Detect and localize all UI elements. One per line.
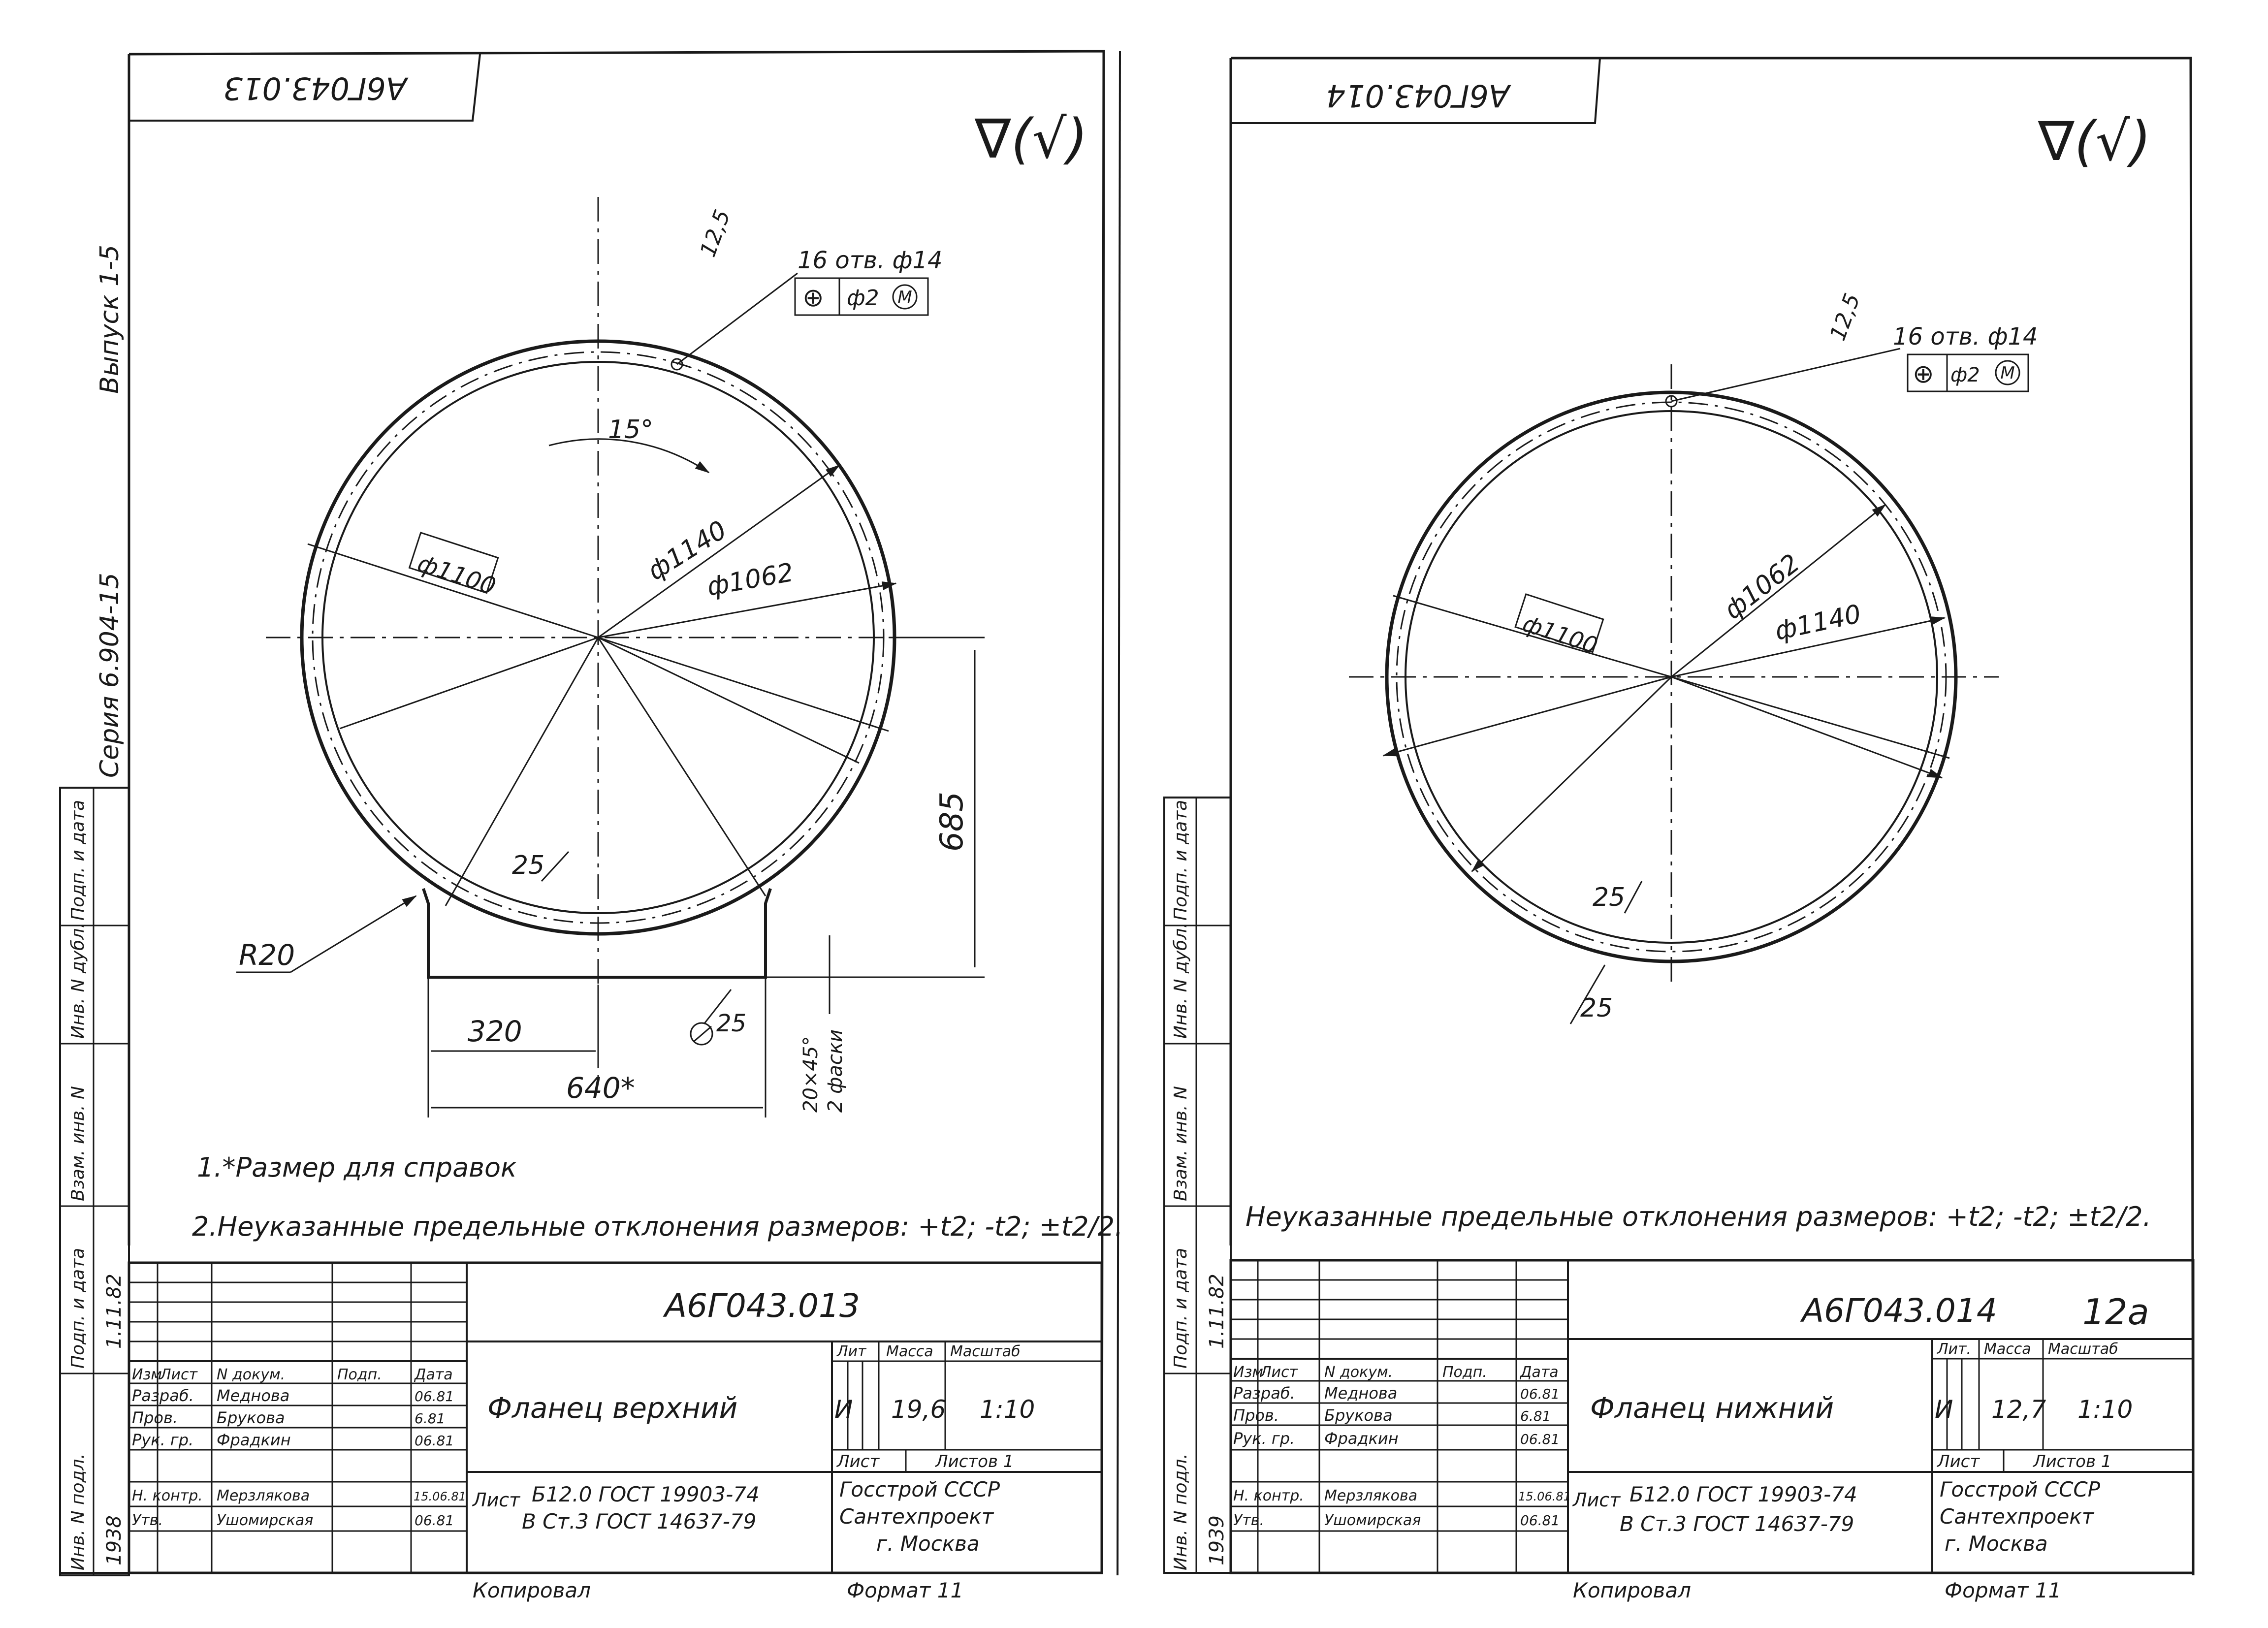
right-dia-1062: ф1062 xyxy=(1719,548,1806,626)
left-title-doc-code: А6Г043.013 xyxy=(665,1287,860,1325)
right-dia-1140: ф1140 xyxy=(1772,599,1864,646)
right-dia-1100: ф1100 xyxy=(1519,610,1601,659)
left-25a-leader xyxy=(542,852,569,881)
left-25b-slash xyxy=(694,1026,711,1041)
left-dim-685: 685 xyxy=(934,791,970,852)
right-row4-date: 06.81 xyxy=(1520,1512,1560,1529)
left-dim-640: 640* xyxy=(566,1071,635,1105)
left-row0-role: Разраб. xyxy=(132,1386,194,1405)
right-tol-value: ф2 xyxy=(1950,364,1980,386)
left-title-sheets-label: Листов 1 xyxy=(935,1452,1014,1471)
left-title-block xyxy=(129,1263,1102,1573)
right-dim-25-a: 25 xyxy=(1593,883,1626,912)
right-side-value-0: 1939 xyxy=(1206,1515,1228,1565)
right-row0-date: 06.81 xyxy=(1520,1386,1560,1402)
right-row0-name: Меднова xyxy=(1324,1384,1398,1403)
left-side-label-4: Подп. и дата xyxy=(68,799,88,921)
left-title-standard-1: Б12.0 ГОСТ 19903-74 xyxy=(532,1482,760,1506)
right-title-mass-label: Масса xyxy=(1984,1341,2031,1358)
right-row3-date: 15.06.81 xyxy=(1518,1490,1571,1503)
right-radial-3 xyxy=(1671,677,1942,778)
left-tol-position: ⊕ xyxy=(802,283,824,313)
right-roughness-symbol: ∇(√) xyxy=(2038,110,2151,173)
left-hole-note: 16 отв. ф14 xyxy=(798,247,943,274)
right-tol-m: М xyxy=(2000,363,2015,383)
left-note-2: 2.Неуказанные предельные отклонения размеров: +t2; -t2; ±t2/2. xyxy=(192,1211,1123,1242)
left-hdr-1: Лист xyxy=(160,1366,198,1383)
right-sheet-mark: 12а xyxy=(2082,1291,2149,1333)
right-title-lit-label: Лит. xyxy=(1937,1341,1972,1358)
left-title-mass-label: Масса xyxy=(886,1343,933,1360)
left-side-label-0: Инв. N подл. xyxy=(68,1453,88,1570)
right-row2-name: Фрадкин xyxy=(1324,1429,1399,1448)
left-angle-label: 15° xyxy=(608,415,654,445)
right-title-sheet-label: Лист xyxy=(1937,1452,1980,1471)
left-row1-role: Пров. xyxy=(132,1408,178,1427)
left-side-value-1: 1.11.82 xyxy=(103,1274,126,1349)
left-title-lit-label: Лит xyxy=(837,1343,866,1360)
left-side-label-1: Подп. и дата xyxy=(68,1247,88,1369)
left-row4-name: Ушомирская xyxy=(217,1512,314,1529)
right-title-scale: 1:10 xyxy=(2077,1395,2133,1424)
left-r20: R20 xyxy=(239,938,295,972)
right-radial-2 xyxy=(1472,677,1671,871)
left-note-1: 1.*Размер для справок xyxy=(197,1152,517,1183)
right-hdr-4: Дата xyxy=(1520,1364,1559,1381)
left-hdr-0: Изм xyxy=(132,1366,162,1383)
left-doc-code-rotated: А6Г043.013 xyxy=(223,70,407,106)
left-row3-role: Н. контр. xyxy=(132,1487,203,1504)
left-frame-right xyxy=(1118,51,1120,1575)
left-format: Формат 11 xyxy=(847,1578,964,1602)
left-hdr-4: Дата xyxy=(415,1366,453,1383)
left-radial-3 xyxy=(598,638,766,896)
left-row2-name: Фрадкин xyxy=(217,1431,291,1449)
right-title-name: Фланец нижний xyxy=(1590,1391,1834,1425)
left-dia-line-1140 xyxy=(598,465,839,638)
right-side-value-1: 1.11.82 xyxy=(1206,1274,1228,1349)
right-row3-name: Мерзлякова xyxy=(1324,1487,1418,1504)
right-hdr-1: Лист xyxy=(1260,1364,1298,1381)
right-title-mass: 12,7 xyxy=(1991,1395,2046,1424)
right-row4-role: Утв. xyxy=(1233,1512,1264,1529)
right-title-scale-label: Масштаб xyxy=(2048,1341,2118,1358)
right-title-standard-2: В Ст.3 ГОСТ 14637-79 xyxy=(1620,1512,1854,1536)
left-dia-1100: ф1100 xyxy=(414,549,499,601)
right-side-label-4: Подп. и дата xyxy=(1171,799,1191,921)
left-issue-margin: Выпуск 1-5 xyxy=(95,245,125,394)
right-title-block xyxy=(1231,1260,2193,1573)
left-dim-320: 320 xyxy=(468,1015,522,1048)
left-chamfer-1: 20×45° xyxy=(799,1036,822,1113)
right-title-org-1: Госстрой СССР xyxy=(1940,1477,2101,1501)
left-title-scale: 1:10 xyxy=(980,1395,1035,1424)
right-format: Формат 11 xyxy=(1945,1578,2062,1602)
left-series-margin: Серия 6.904-15 xyxy=(95,573,125,778)
left-tol-value: ф2 xyxy=(847,286,879,311)
left-title-org-1: Госстрой СССР xyxy=(839,1477,1000,1501)
right-copied: Копировал xyxy=(1573,1578,1691,1602)
left-sheet xyxy=(59,51,1123,1602)
left-row3-date: 15.06.81 xyxy=(414,1490,466,1503)
right-hdr-0: Изм xyxy=(1233,1364,1264,1381)
left-title-standard-2: В Ст.3 ГОСТ 14637-79 xyxy=(522,1509,757,1533)
right-side-label-0: Инв. N подл. xyxy=(1171,1453,1191,1570)
left-25b-circle xyxy=(691,1023,712,1045)
left-hole-leader xyxy=(677,273,798,364)
left-tol-m: М xyxy=(897,287,912,307)
left-row1-date: 6.81 xyxy=(415,1410,446,1427)
left-row4-date: 06.81 xyxy=(415,1512,454,1529)
left-row2-role: Рук. гр. xyxy=(132,1431,194,1449)
right-hole-note: 16 отв. ф14 xyxy=(1893,323,2038,351)
left-title-scale-label: Масштаб xyxy=(950,1343,1021,1360)
left-title-sheet-label: Лист xyxy=(837,1452,880,1471)
right-title-org-3: г. Москва xyxy=(1945,1532,2048,1556)
left-dia-1062: ф1062 xyxy=(704,558,796,602)
left-side-label-3: Инв. N дубл. xyxy=(68,923,88,1039)
left-row0-name: Меднова xyxy=(217,1386,290,1405)
right-row3-role: Н. контр. xyxy=(1233,1487,1304,1504)
left-r20-leader xyxy=(290,896,416,972)
right-hdr-3: Подп. xyxy=(1442,1364,1487,1381)
left-side-label-2: Взам. инв. N xyxy=(68,1086,88,1201)
left-title-name: Фланец верхний xyxy=(487,1391,738,1425)
left-hdr-3: Подп. xyxy=(337,1366,382,1383)
left-dia-1140: ф1140 xyxy=(642,515,732,587)
right-row2-role: Рук. гр. xyxy=(1233,1429,1295,1448)
left-radial-1 xyxy=(340,638,598,729)
left-chamfer-2: 2 фаски xyxy=(824,1029,847,1113)
left-title-mass: 19,6 xyxy=(891,1395,946,1424)
left-dim-25-b: 25 xyxy=(716,1010,747,1037)
left-roughness-small: 12,5 xyxy=(695,206,735,260)
left-row4-role: Утв. xyxy=(132,1512,163,1529)
right-doc-code-rotated: А6Г043.014 xyxy=(1326,77,1510,114)
right-side-label-3: Инв. N дубл. xyxy=(1171,923,1191,1039)
left-roughness-symbol: ∇(√) xyxy=(975,107,1088,170)
left-radial-4 xyxy=(598,638,859,763)
right-tol-position: ⊕ xyxy=(1913,359,1934,389)
right-row4-name: Ушомирская xyxy=(1324,1512,1421,1529)
left-title-org-3: г. Москва xyxy=(876,1532,980,1556)
left-row1-name: Брукова xyxy=(217,1408,285,1427)
right-title-sheets-label: Листов 1 xyxy=(2033,1452,2112,1471)
right-row0-role: Разраб. xyxy=(1233,1384,1295,1403)
right-note: Неуказанные предельные отклонения размеров: +t2; -t2; ±t2/2. xyxy=(1246,1201,2151,1232)
left-row3-name: Мерзлякова xyxy=(217,1487,310,1504)
right-25a-leader xyxy=(1625,881,1642,913)
right-title-lit-value: И xyxy=(1935,1395,1953,1424)
left-side-value-0: 1938 xyxy=(103,1515,126,1565)
right-row1-role: Пров. xyxy=(1233,1406,1279,1425)
left-title-org-2: Сантехпроект xyxy=(839,1504,994,1529)
right-radial-1 xyxy=(1383,677,1671,756)
left-row2-date: 06.81 xyxy=(415,1433,454,1449)
left-row0-date: 06.81 xyxy=(415,1388,454,1405)
left-copied: Копировал xyxy=(473,1578,591,1602)
right-title-sheet-field: Лист xyxy=(1573,1489,1621,1511)
right-roughness-small: 12,5 xyxy=(1825,290,1865,344)
left-title-lit-value: И xyxy=(834,1395,853,1424)
right-title-org-2: Сантехпроект xyxy=(1940,1504,2094,1529)
right-row2-date: 06.81 xyxy=(1520,1431,1560,1447)
right-side-label-2: Взам. инв. N xyxy=(1171,1086,1191,1201)
right-row1-name: Брукова xyxy=(1324,1406,1393,1425)
right-side-label-1: Подп. и дата xyxy=(1171,1247,1191,1369)
right-sheet xyxy=(1164,58,2193,1602)
right-dim-25-b: 25 xyxy=(1580,993,1613,1023)
right-title-doc-code: А6Г043.014 xyxy=(1802,1292,1997,1330)
right-hdr-2: N докум. xyxy=(1324,1364,1393,1381)
left-hdr-2: N докум. xyxy=(217,1366,286,1383)
left-title-sheet-field: Лист xyxy=(473,1489,520,1511)
right-hole-leader xyxy=(1671,349,1900,401)
left-dim-25-a: 25 xyxy=(512,851,545,880)
right-row1-date: 6.81 xyxy=(1520,1408,1551,1424)
right-title-standard-1: Б12.0 ГОСТ 19903-74 xyxy=(1629,1482,1857,1506)
